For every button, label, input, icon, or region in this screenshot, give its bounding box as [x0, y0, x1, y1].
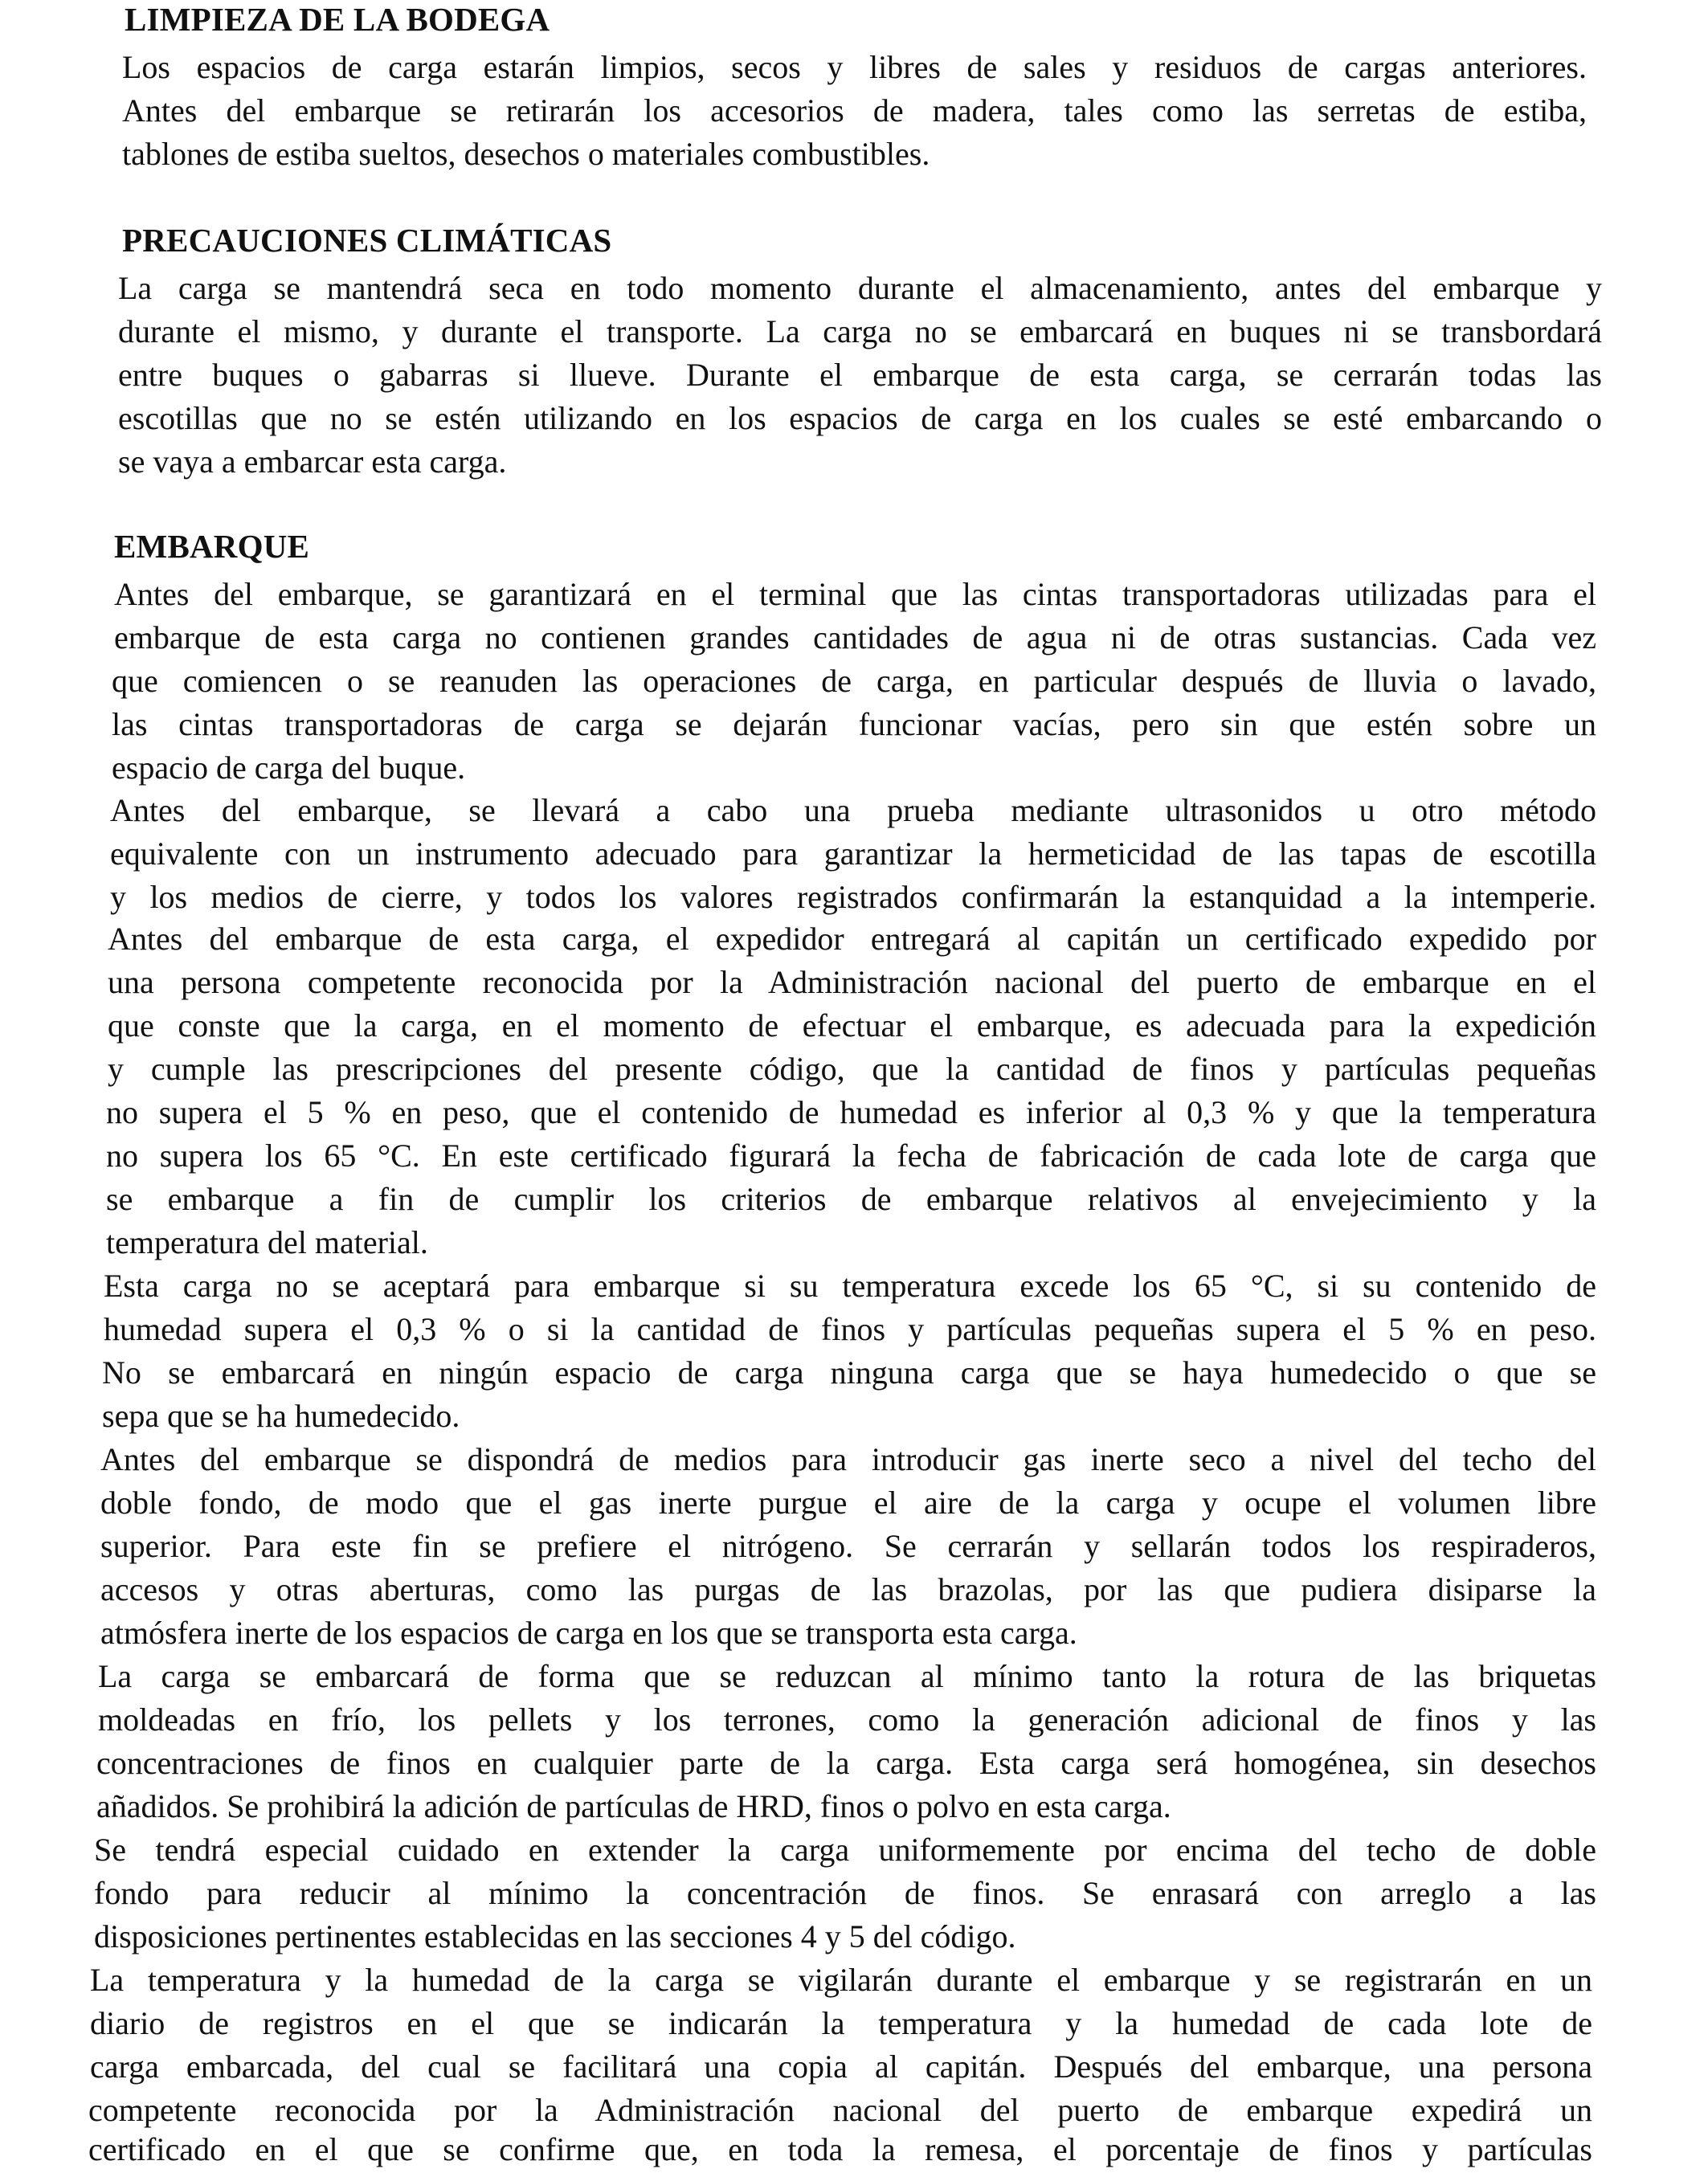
paragraph-line: durante el mismo, y durante el transporte. La carga no se embarcará en buques ni se transbordará	[118, 313, 1602, 349]
paragraph-line: carga embarcada, del cual se facilitará una copia al capitán. Después del embarque, una persona	[90, 2048, 1592, 2085]
paragraph-line: Antes del embarque, se garantizará en el terminal que las cintas transportadoras utilizadas para el	[114, 576, 1596, 612]
paragraph-line: Antes del embarque se retirarán los accesorios de madera, tales como las serretas de estiba,	[122, 92, 1587, 129]
paragraph-line: La carga se embarcará de forma que se reduzcan al mínimo tanto la rotura de las briquetas	[98, 1658, 1596, 1694]
paragraph-line: entre buques o gabarras si llueve. Durante el embarque de esta carga, se cerrarán todas las	[118, 357, 1602, 393]
paragraph-line: escotillas que no se estén utilizando en los espacios de carga en los cuales se esté embarcando o	[118, 400, 1602, 436]
paragraph-line: disposiciones pertinentes establecidas en las secciones 4 y 5 del código.	[94, 1918, 1016, 1954]
paragraph-line: Antes del embarque de esta carga, el expedidor entregará al capitán un certificado expedido por	[108, 921, 1596, 957]
paragraph-line: se embarque a fin de cumplir los criterios de embarque relativos al envejecimiento y la	[106, 1181, 1596, 1217]
paragraph-line: humedad supera el 0,3 % o si la cantidad de finos y partículas pequeñas supera el 5 % en peso.	[104, 1311, 1596, 1347]
paragraph-line: que comiencen o se reanuden las operaciones de carga, en particular después de lluvia o lavado,	[112, 663, 1596, 699]
paragraph-line: embarque de esta carga no contienen grandes cantidades de agua ni de otras sustancias. Cada vez	[114, 619, 1596, 656]
paragraph-line: espacio de carga del buque.	[112, 750, 466, 786]
paragraph-line: Antes del embarque se dispondrá de medios para introducir gas inerte seco a nivel del techo del	[100, 1441, 1596, 1477]
paragraph-line: no supera los 65 °C. En este certificado figurará la fecha de fabricación de cada lote de carga que	[106, 1138, 1596, 1174]
paragraph-line: atmósfera inerte de los espacios de carga en los que se transporta esta carga.	[100, 1615, 1077, 1651]
paragraph-line: diario de registros en el que se indicarán la temperatura y la humedad de cada lote de	[90, 2005, 1592, 2041]
paragraph-line: concentraciones de finos en cualquier parte de la carga. Esta carga será homogénea, sin desechos	[96, 1745, 1596, 1781]
paragraph-line: No se embarcará en ningún espacio de carga ninguna carga que se haya humedecido o que se	[102, 1354, 1596, 1391]
section-heading-embarque: EMBARQUE	[114, 528, 310, 565]
paragraph-line: y los medios de cierre, y todos los valores registrados confirmarán la estanquidad a la intemperie.	[110, 879, 1596, 915]
paragraph-line: accesos y otras aberturas, como las purgas de las brazolas, por las que pudiera disiparse la	[100, 1571, 1596, 1607]
section-heading-precauciones: PRECAUCIONES CLIMÁTICAS	[122, 222, 612, 259]
paragraph-line: una persona competente reconocida por la Administración nacional del puerto de embarque en el	[108, 964, 1596, 1000]
paragraph-line: doble fondo, de modo que el gas inerte purgue el aire de la carga y ocupe el volumen libre	[100, 1485, 1596, 1521]
paragraph-line: competente reconocida por la Administración nacional del puerto de embarque expedirá un	[88, 2092, 1592, 2128]
paragraph-line: las cintas transportadoras de carga se dejarán funcionar vacías, pero sin que estén sobre un	[112, 706, 1596, 742]
paragraph-line: sepa que se ha humedecido.	[102, 1398, 460, 1434]
paragraph-line: y cumple las prescripciones del presente código, que la cantidad de finos y partículas pequeñas	[108, 1051, 1596, 1087]
paragraph-line: equivalente con un instrumento adecuado para garantizar la hermeticidad de las tapas de escotilla	[110, 835, 1596, 872]
paragraph-line: temperatura del material.	[106, 1224, 428, 1260]
paragraph-line: Antes del embarque, se llevará a cabo una prueba mediante ultrasonidos u otro método	[110, 792, 1596, 828]
paragraph-line: tablones de estiba sueltos, desechos o materiales combustibles.	[122, 136, 930, 172]
paragraph-line: fondo para reducir al mínimo la concentración de finos. Se enrasará con arreglo a las	[94, 1875, 1596, 1911]
paragraph-line: superior. Para este fin se prefiere el nitrógeno. Se cerrarán y sellarán todos los respiraderos,	[100, 1528, 1596, 1564]
paragraph-line: Esta carga no se aceptará para embarque si su temperatura excede los 65 °C, si su contenido de	[104, 1268, 1596, 1304]
paragraph-line: añadidos. Se prohibirá la adición de partículas de HRD, finos o polvo en esta carga.	[96, 1788, 1171, 1824]
paragraph-line: certificado en el que se confirme que, en toda la remesa, el porcentaje de finos y partículas	[88, 2131, 1592, 2167]
paragraph-line: La carga se mantendrá seca en todo momento durante el almacenamiento, antes del embarque y	[118, 270, 1602, 306]
paragraph-line: moldeadas en frío, los pellets y los terrones, como la generación adicional de finos y las	[98, 1701, 1596, 1738]
section-heading-limpieza: LIMPIEZA DE LA BODEGA	[125, 1, 550, 38]
paragraph-line: Los espacios de carga estarán limpios, secos y libres de sales y residuos de cargas anteriores.	[122, 49, 1587, 85]
paragraph-line: no supera el 5 % en peso, que el contenido de humedad es inferior al 0,3 % y que la temperatura	[106, 1094, 1596, 1130]
paragraph-line: Se tendrá especial cuidado en extender la carga uniformemente por encima del techo de doble	[94, 1832, 1596, 1868]
paragraph-line: se vaya a embarcar esta carga.	[118, 443, 507, 480]
paragraph-line: que conste que la carga, en el momento de efectuar el embarque, es adecuada para la expedición	[108, 1007, 1596, 1044]
paragraph-line: La temperatura y la humedad de la carga se vigilarán durante el embarque y se registrarán en un	[90, 1962, 1592, 1998]
